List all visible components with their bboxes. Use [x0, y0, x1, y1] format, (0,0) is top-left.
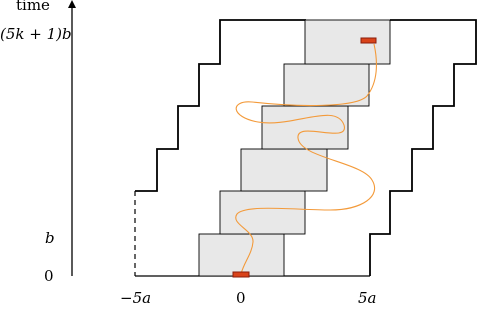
end-marker — [361, 38, 376, 43]
box-2 — [220, 191, 305, 234]
box-5 — [284, 64, 369, 106]
time-axis-label: time — [16, 0, 50, 14]
box-6 — [305, 20, 390, 64]
time-axis-arrowhead — [68, 0, 76, 8]
y-tick-b: b — [45, 229, 55, 247]
box-3 — [241, 149, 327, 191]
x-tick-5a: 5a — [358, 289, 377, 307]
start-marker — [233, 272, 249, 277]
box-1 — [199, 234, 284, 276]
y-tick-top: (5k + 1)b — [0, 25, 72, 43]
x-tick-minus-5a: −5a — [120, 289, 152, 307]
y-tick-zero: 0 — [44, 267, 54, 285]
box-4 — [262, 106, 348, 149]
x-tick-zero: 0 — [236, 289, 246, 307]
